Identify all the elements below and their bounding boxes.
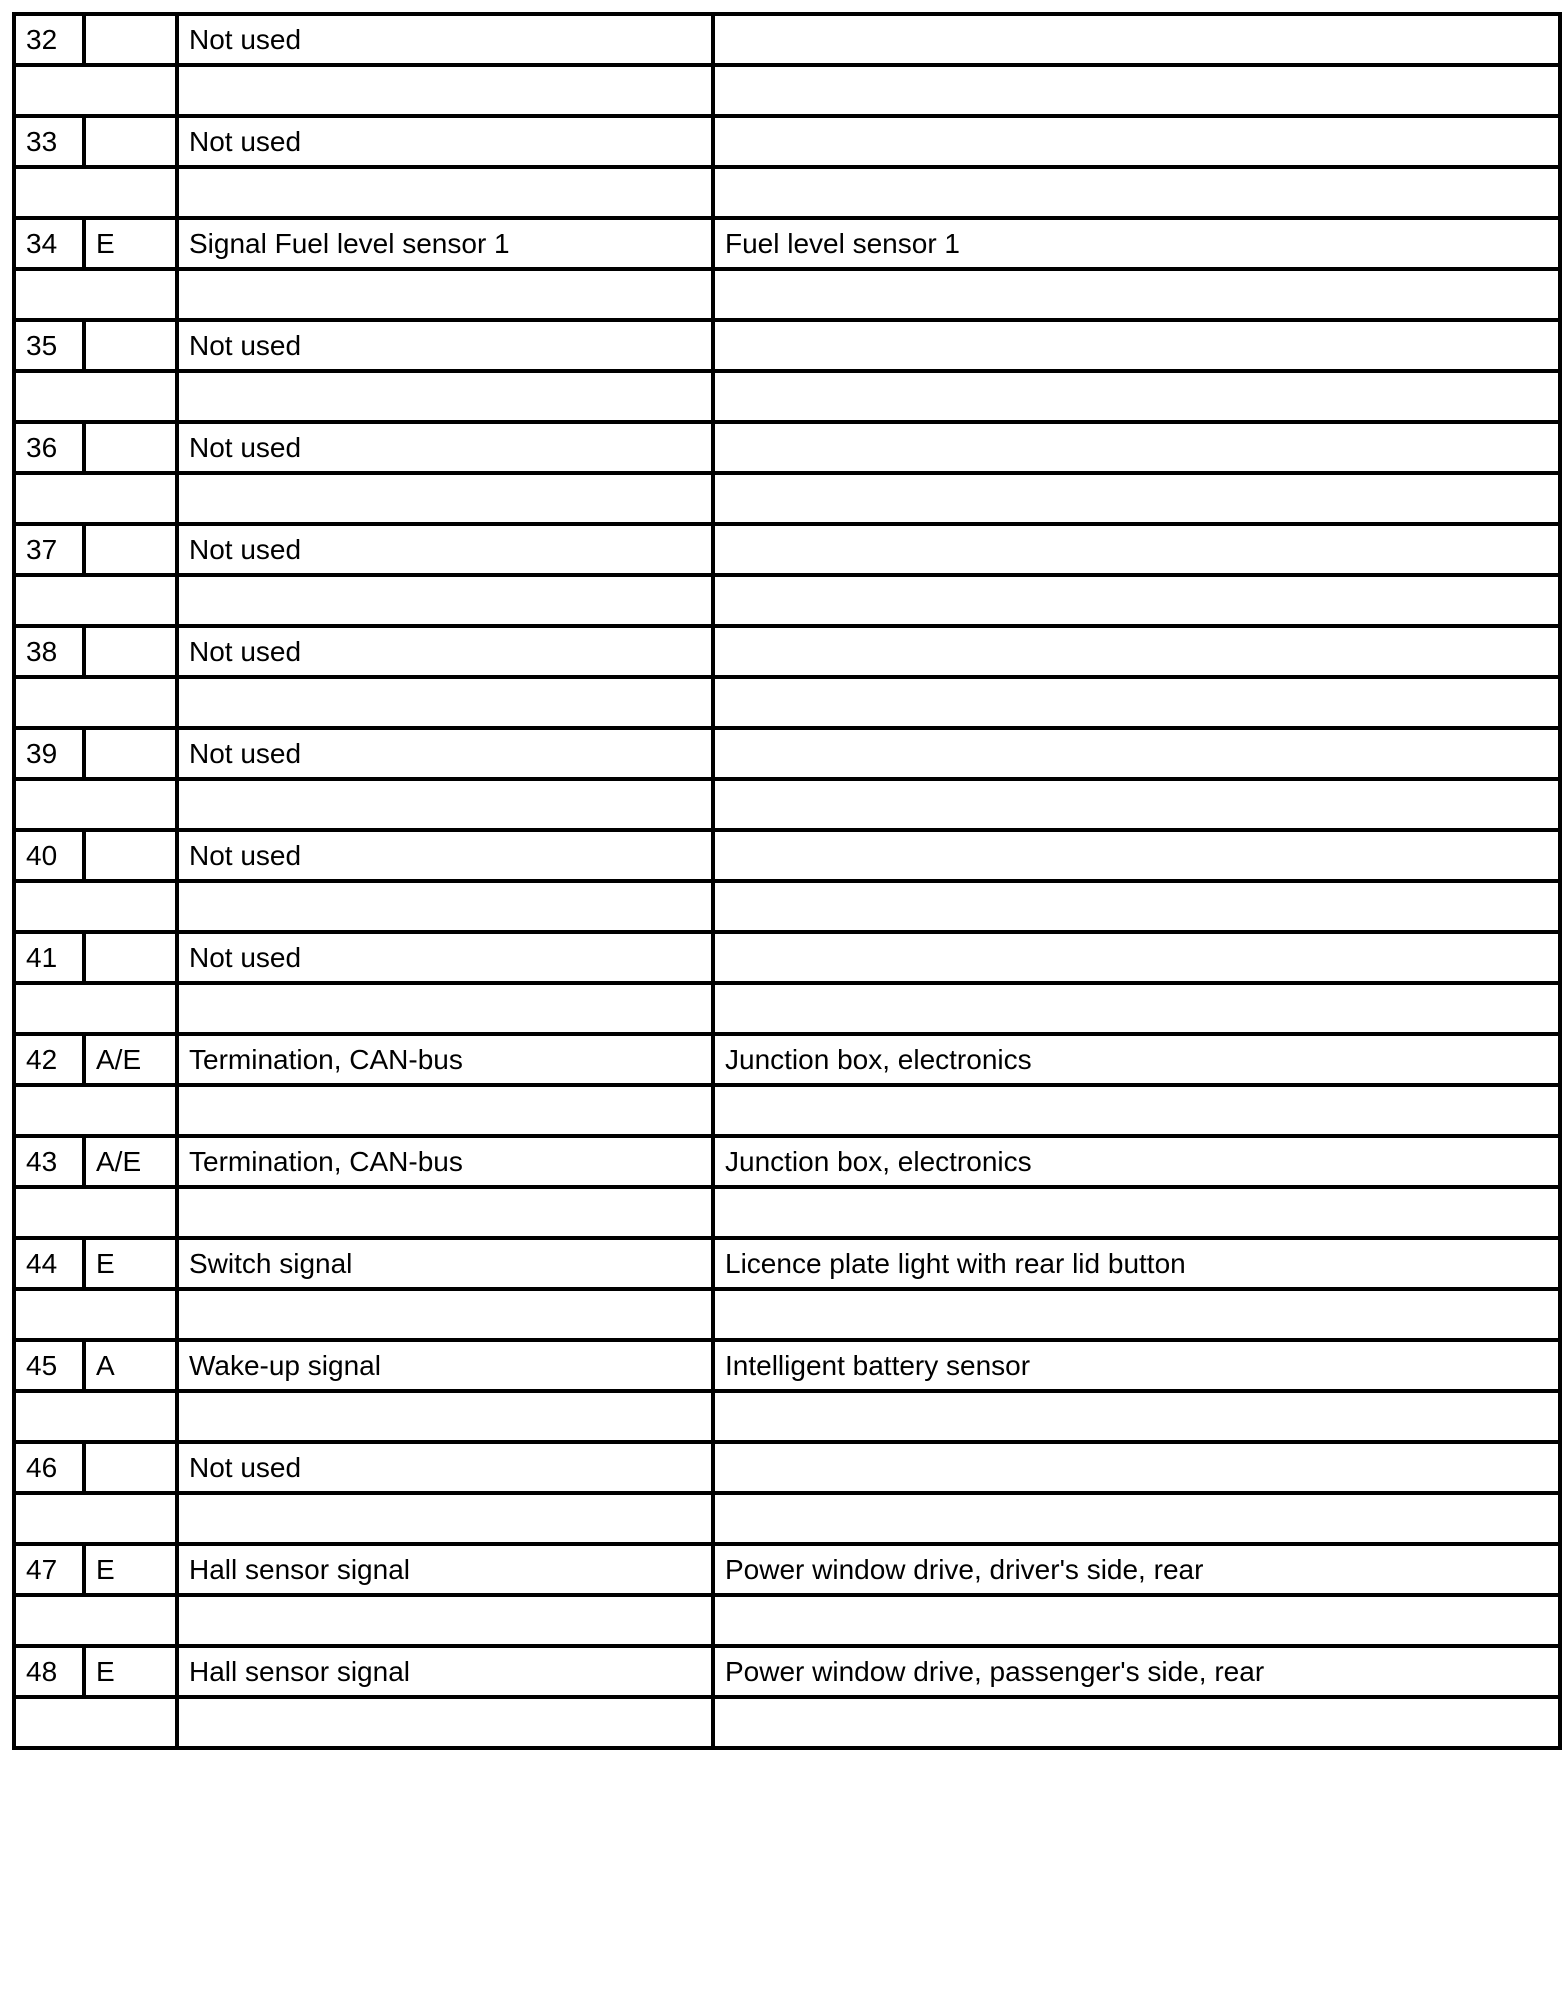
pin-component: Power window drive, driver's side, rear [713,1544,1560,1595]
spacer-cell [14,779,177,830]
pin-direction [84,830,177,881]
pin-number: 42 [14,1034,84,1085]
spacer-cell [713,1289,1560,1340]
pin-component: Intelligent battery sensor [713,1340,1560,1391]
spacer-cell [713,65,1560,116]
pin-number: 44 [14,1238,84,1289]
spacer-cell [14,1289,177,1340]
spacer-cell [713,473,1560,524]
pin-component [713,422,1560,473]
pin-signal: Not used [177,728,713,779]
pin-component: Licence plate light with rear lid button [713,1238,1560,1289]
pin-row [14,320,1560,371]
pin-assignment-table [12,12,1562,1750]
spacer-cell [14,167,177,218]
spacer-cell [177,269,713,320]
pin-component [713,524,1560,575]
pin-direction: E [84,1238,177,1289]
pin-signal: Termination, CAN-bus [177,1136,713,1187]
spacer-cell [177,1595,713,1646]
pin-component [713,1442,1560,1493]
pin-signal: Not used [177,422,713,473]
spacer-cell [14,65,177,116]
pin-component [713,320,1560,371]
spacer-cell [177,677,713,728]
spacer-cell [177,1289,713,1340]
spacer-cell [14,1697,177,1748]
spacer-row [14,473,1560,524]
pin-number: 33 [14,116,84,167]
spacer-cell [177,1391,713,1442]
pin-direction [84,728,177,779]
pin-direction [84,14,177,65]
pin-number: 37 [14,524,84,575]
pin-number: 43 [14,1136,84,1187]
pin-component [713,728,1560,779]
pin-row [14,422,1560,473]
pin-component: Power window drive, passenger's side, rear [713,1646,1560,1697]
pin-row [14,932,1560,983]
pin-signal: Wake-up signal [177,1340,713,1391]
pin-signal: Not used [177,1442,713,1493]
pin-number: 35 [14,320,84,371]
pin-row [14,218,1560,269]
pin-row [14,1136,1560,1187]
spacer-cell [177,779,713,830]
pin-signal: Hall sensor signal [177,1646,713,1697]
spacer-row [14,1289,1560,1340]
spacer-cell [177,1697,713,1748]
spacer-cell [177,1085,713,1136]
spacer-cell [713,1391,1560,1442]
spacer-cell [14,473,177,524]
pin-number: 34 [14,218,84,269]
spacer-row [14,575,1560,626]
pin-number: 45 [14,1340,84,1391]
spacer-row [14,1697,1560,1748]
pin-direction [84,524,177,575]
pin-direction [84,1442,177,1493]
pin-row [14,830,1560,881]
pin-component [713,932,1560,983]
spacer-row [14,371,1560,422]
pin-direction: E [84,1646,177,1697]
spacer-cell [14,1187,177,1238]
spacer-cell [713,881,1560,932]
spacer-cell [14,1595,177,1646]
spacer-row [14,983,1560,1034]
spacer-cell [177,1493,713,1544]
pin-row [14,116,1560,167]
pin-direction [84,320,177,371]
pin-number: 46 [14,1442,84,1493]
pin-number: 48 [14,1646,84,1697]
spacer-row [14,1085,1560,1136]
pin-component [713,14,1560,65]
spacer-cell [14,575,177,626]
spacer-cell [713,1085,1560,1136]
pin-signal: Termination, CAN-bus [177,1034,713,1085]
pin-row [14,1544,1560,1595]
spacer-row [14,65,1560,116]
spacer-cell [14,1085,177,1136]
spacer-cell [14,1493,177,1544]
pin-direction: A [84,1340,177,1391]
pin-row [14,1442,1560,1493]
spacer-cell [713,575,1560,626]
spacer-cell [713,269,1560,320]
pin-row [14,1034,1560,1085]
pin-direction: E [84,218,177,269]
pin-direction: A/E [84,1136,177,1187]
pin-direction [84,932,177,983]
spacer-cell [177,167,713,218]
pin-row [14,1340,1560,1391]
pin-component: Junction box, electronics [713,1136,1560,1187]
spacer-row [14,1187,1560,1238]
pin-signal: Not used [177,932,713,983]
spacer-cell [14,371,177,422]
spacer-cell [177,881,713,932]
spacer-row [14,1493,1560,1544]
pin-direction [84,422,177,473]
pin-component [713,626,1560,677]
spacer-cell [713,983,1560,1034]
pin-signal: Signal Fuel level sensor 1 [177,218,713,269]
pin-table-body [14,14,1560,1748]
pin-number: 38 [14,626,84,677]
spacer-cell [14,1391,177,1442]
spacer-cell [713,1697,1560,1748]
spacer-row [14,1391,1560,1442]
pin-component [713,830,1560,881]
pin-signal: Not used [177,320,713,371]
pin-row [14,626,1560,677]
pin-direction [84,626,177,677]
spacer-row [14,1595,1560,1646]
spacer-cell [713,779,1560,830]
pin-signal: Not used [177,116,713,167]
spacer-cell [14,269,177,320]
spacer-row [14,881,1560,932]
pin-row [14,728,1560,779]
pin-number: 39 [14,728,84,779]
spacer-row [14,677,1560,728]
spacer-row [14,167,1560,218]
pin-number: 41 [14,932,84,983]
pin-row [14,14,1560,65]
spacer-cell [177,1187,713,1238]
pin-row [14,524,1560,575]
pin-signal: Not used [177,14,713,65]
spacer-cell [177,65,713,116]
pin-number: 32 [14,14,84,65]
pin-direction: A/E [84,1034,177,1085]
pin-component: Junction box, electronics [713,1034,1560,1085]
pin-number: 40 [14,830,84,881]
pin-signal: Switch signal [177,1238,713,1289]
pin-row [14,1238,1560,1289]
spacer-cell [713,167,1560,218]
pin-number: 47 [14,1544,84,1595]
pin-row [14,1646,1560,1697]
pin-signal: Not used [177,626,713,677]
spacer-cell [14,881,177,932]
pin-component [713,116,1560,167]
pin-number: 36 [14,422,84,473]
pin-signal: Hall sensor signal [177,1544,713,1595]
spacer-cell [713,677,1560,728]
spacer-cell [177,983,713,1034]
spacer-row [14,779,1560,830]
pin-component: Fuel level sensor 1 [713,218,1560,269]
spacer-cell [14,983,177,1034]
spacer-cell [177,371,713,422]
pin-direction: E [84,1544,177,1595]
spacer-cell [713,1595,1560,1646]
spacer-cell [713,371,1560,422]
spacer-cell [713,1493,1560,1544]
pin-direction [84,116,177,167]
spacer-cell [177,575,713,626]
spacer-cell [14,677,177,728]
pin-signal: Not used [177,524,713,575]
spacer-cell [713,1187,1560,1238]
spacer-cell [177,473,713,524]
spacer-row [14,269,1560,320]
pin-signal: Not used [177,830,713,881]
